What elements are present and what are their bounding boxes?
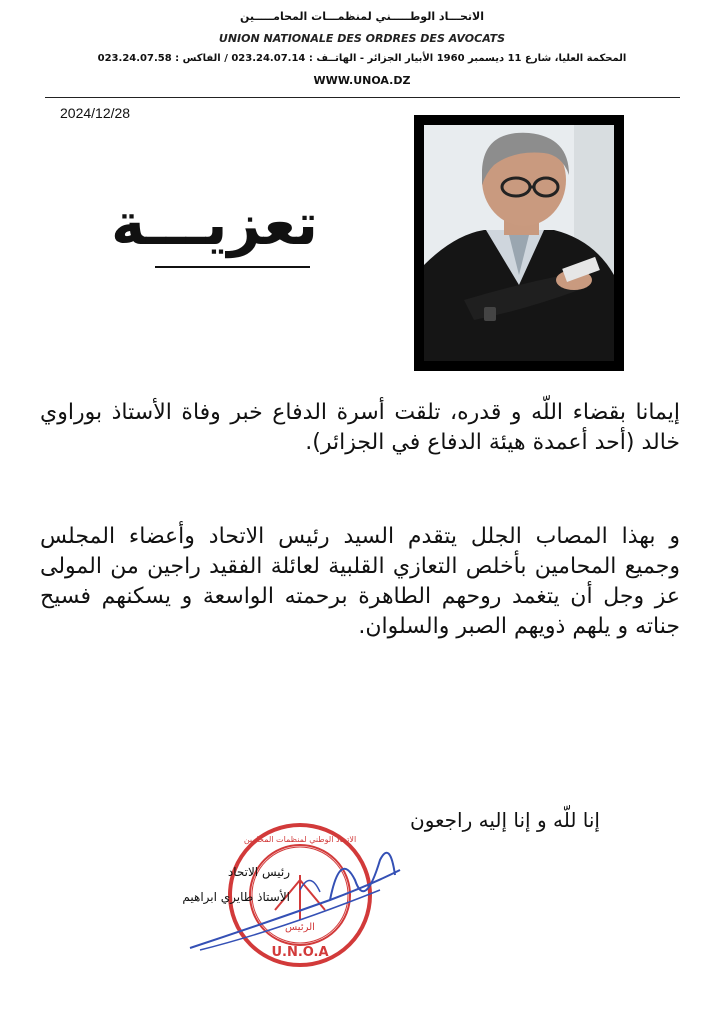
title-underline xyxy=(155,266,310,268)
signatory-name: الأستاذ طايري ابراهيم xyxy=(182,890,290,904)
header-divider xyxy=(45,97,680,98)
signatory-role: رئيس الاتحاد xyxy=(227,865,290,879)
condolence-paragraph-2: و بهذا المصاب الجلل يتقدم السيد رئيس الاتحاد وأعضاء المجلس وجميع المحامين بأخلص التعازي القلبية لعائلة الفقيد راجين من المولى عز وجل أن يتغمد روحهم الطاهرة برحمته الواسعة و يسكنهم فسيح جناته و يلهم ذويهم الصبر والسلوان. xyxy=(40,524,680,639)
portrait-photo xyxy=(424,125,614,361)
document-date: 2024/12/28 xyxy=(60,105,131,121)
header-french-name: UNION NATIONALE DES ORDRES DES AVOCATS xyxy=(218,32,506,45)
closing-phrase: إنا للّه و إنا إليه راجعون xyxy=(410,808,600,832)
header-website: WWW.UNOA.DZ xyxy=(313,74,411,87)
svg-text:الاتحاد الوطني لمنظمات المحامي: الاتحاد الوطني لمنظمات المحامين xyxy=(243,835,357,844)
svg-text:U.N.O.A: U.N.O.A xyxy=(271,945,329,960)
document-title: تعزيـــة xyxy=(110,190,318,258)
header-address: المحكمة العليا، شارع 11 ديسمبر 1960 الأبيار الجزائر - الهاتــف : 023.24.07.14 / الفاكس : 023.24.07.58 xyxy=(97,53,627,64)
svg-text:الرئيس: الرئيس xyxy=(285,922,315,933)
header-arabic-name: الاتحـــاد الوطـــــني لمنظمـــات المحامـــــين xyxy=(239,10,485,23)
condolence-paragraph-1: إيمانا بقضاء اللّه و قدره، تلقت أسرة الدفاع خبر وفاة الأستاذ بوراوي خالد (أحد أعمدة هيئة الدفاع في الجزائر). xyxy=(40,400,680,455)
